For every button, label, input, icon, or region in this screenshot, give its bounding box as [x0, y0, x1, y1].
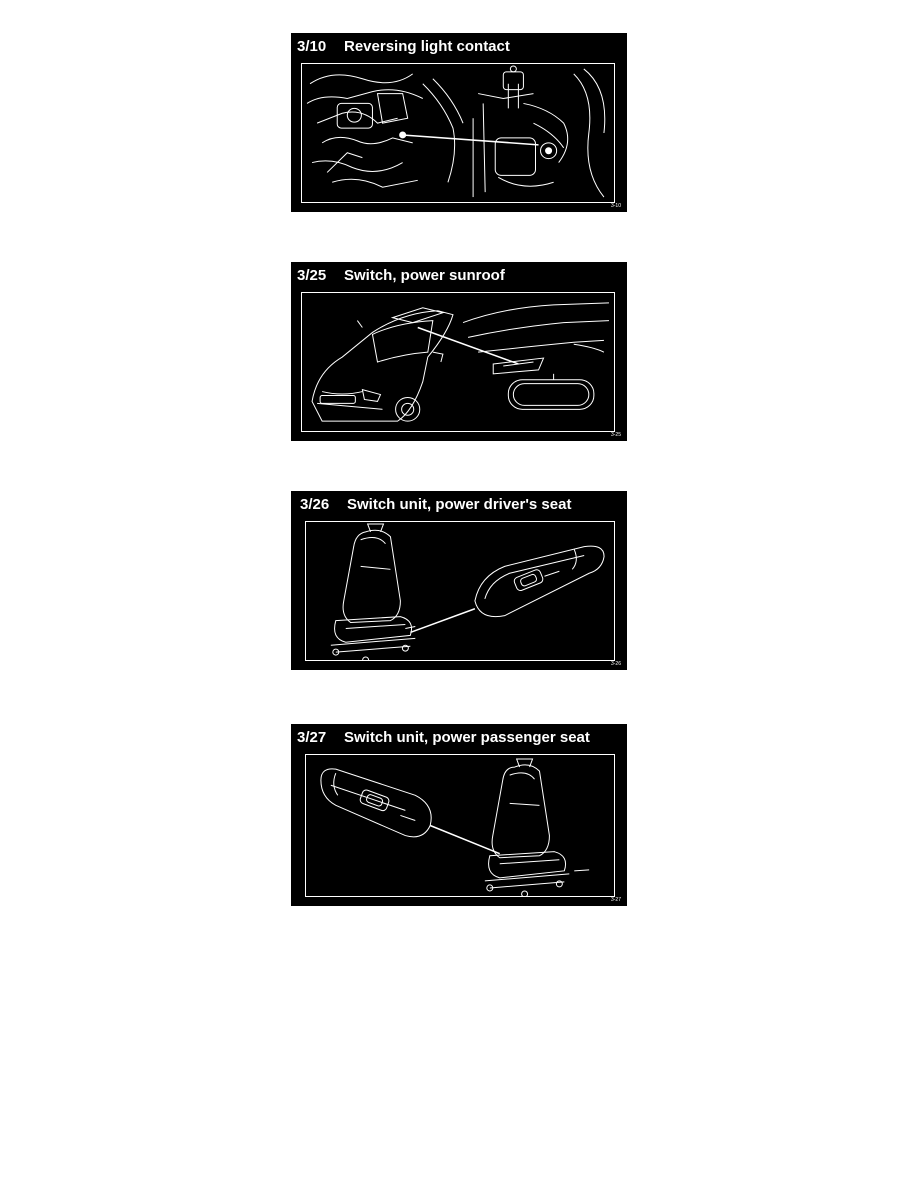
- figure-number: 3/26: [300, 496, 330, 513]
- illustration-frame: [305, 521, 615, 661]
- figure-title: [297, 266, 505, 286]
- figure-panel-reversing-light-contact: [291, 33, 627, 212]
- figure-panel-passenger-seat-switch: [291, 724, 627, 906]
- illustration-frame: [305, 754, 615, 897]
- figure-caption: Switch, power sunroof: [344, 267, 505, 284]
- engine-bay-illustration: [302, 64, 614, 202]
- car-sunroof-illustration: [302, 293, 614, 431]
- figure-caption: Switch unit, power passenger seat: [344, 729, 590, 746]
- figure-code: 3-27: [610, 897, 621, 903]
- figure-caption: Switch unit, power driver's seat: [347, 496, 572, 513]
- passenger-seat-illustration: [306, 755, 614, 896]
- figure-number: 3/25: [297, 267, 327, 284]
- driver-seat-illustration: [306, 522, 614, 660]
- figure-code: 3-25: [610, 432, 621, 438]
- illustration-frame: [301, 292, 615, 432]
- figure-code: 3-26: [610, 661, 621, 667]
- figure-title: [300, 495, 571, 515]
- figure-number: 3/27: [297, 729, 327, 746]
- illustration-frame: [301, 63, 615, 203]
- figure-panel-power-sunroof: [291, 262, 627, 441]
- figure-title: [297, 728, 590, 748]
- figure-number: 3/10: [297, 38, 327, 55]
- figure-panel-driver-seat-switch: [291, 491, 627, 670]
- figure-caption: Reversing light contact: [344, 38, 510, 55]
- figure-code: 3-10: [610, 203, 621, 209]
- figure-title: [297, 37, 510, 57]
